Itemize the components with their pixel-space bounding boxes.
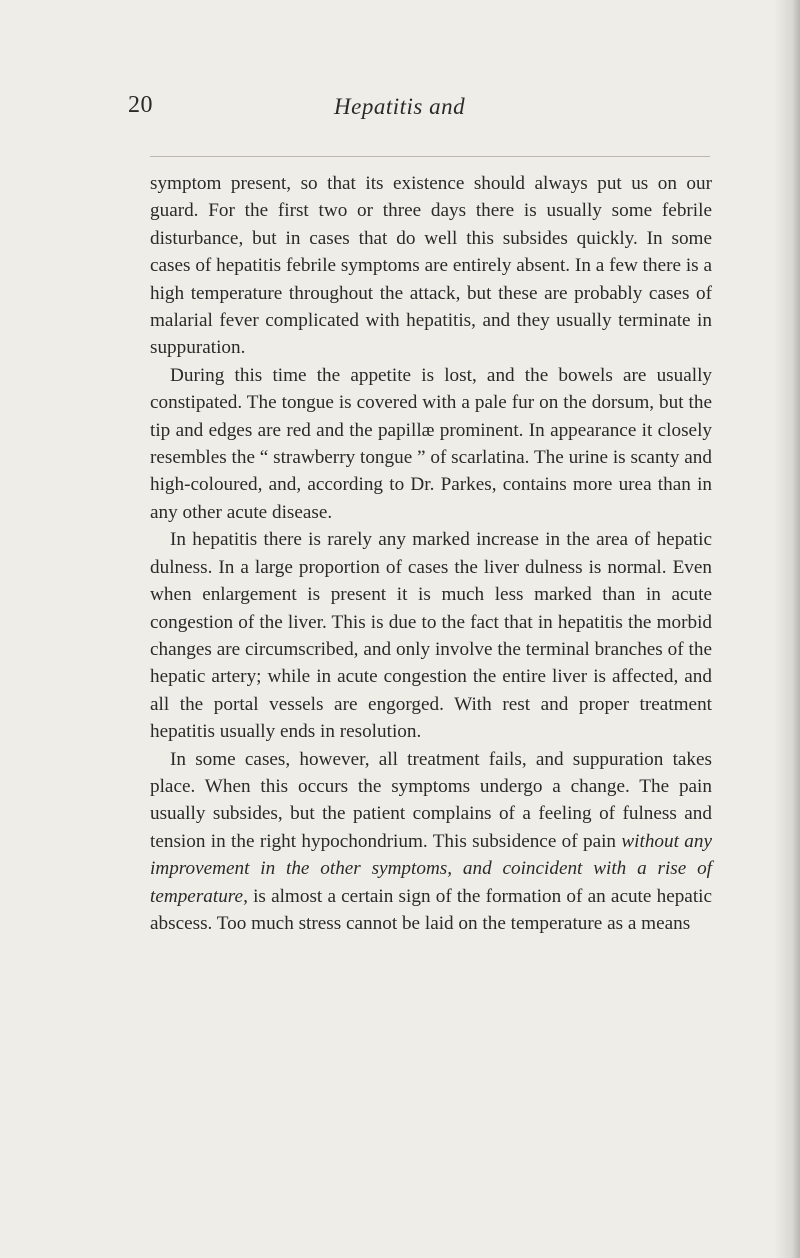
paragraph-4-italic: without any improvement in the other symptoms, and coincident with a rise of temperature, [150, 830, 712, 907]
running-head: Hepatitis and [334, 94, 466, 119]
page-edge-shadow [774, 0, 800, 1258]
page-header [128, 92, 728, 132]
paragraph-1: symptom present, so that its existence should always put us on our guard. For the first two or three days there is usually some febrile disturbance, but in cases that do well this subsides quickly. In some cases of hepatitis febrile symptoms are entirely absent. In a few there is a high temperature throughout the attack, but these are probably cases of malarial fever complicated with hepatitis, and they usually terminate in suppuration. [150, 173, 712, 359]
paragraph-4-start: In some cases, however, all treatment fails, and suppuration takes place. When this occurs the symptoms undergo a change. The pain usually subsides, but the patient complains of a feeling of fulness and tension in the right hypochondrium. This subsidence of pain [150, 748, 712, 852]
paragraph-2: During this time the appetite is lost, and the bowels are usually constipated. The tongue is covered with a pale fur on the dorsum, but the tip and edges are red and the papillæ prominent. In appearance it closely resembles the “ strawberry tongue ” of scarlatina. The urine is scanty and high-coloured, and, according to Dr. Parkes, contains more urea than in any other acute disease. [150, 364, 712, 523]
page-number: 20 [128, 92, 153, 118]
paragraph-4 [150, 746, 712, 938]
header-rule [150, 156, 710, 157]
paragraph-4-end: is almost a certain sign of the formation of an acute hepatic abscess. Too much stress cannot be laid on the temperature as a means [150, 885, 712, 934]
paragraph-3: In hepatitis there is rarely any marked increase in the area of hepatic dulness. In a large proportion of cases the liver dulness is normal. Even when enlargement is present it is much less marked than in acute congestion of the liver. This is due to the fact that in hepatitis the morbid changes are circumscribed, and only involve the terminal branches of the hepatic artery; while in acute congestion the entire liver is affected, and all the portal vessels are engorged. With rest and proper treatment hepatitis usually ends in resolution. [150, 529, 712, 743]
body-text [150, 170, 712, 937]
